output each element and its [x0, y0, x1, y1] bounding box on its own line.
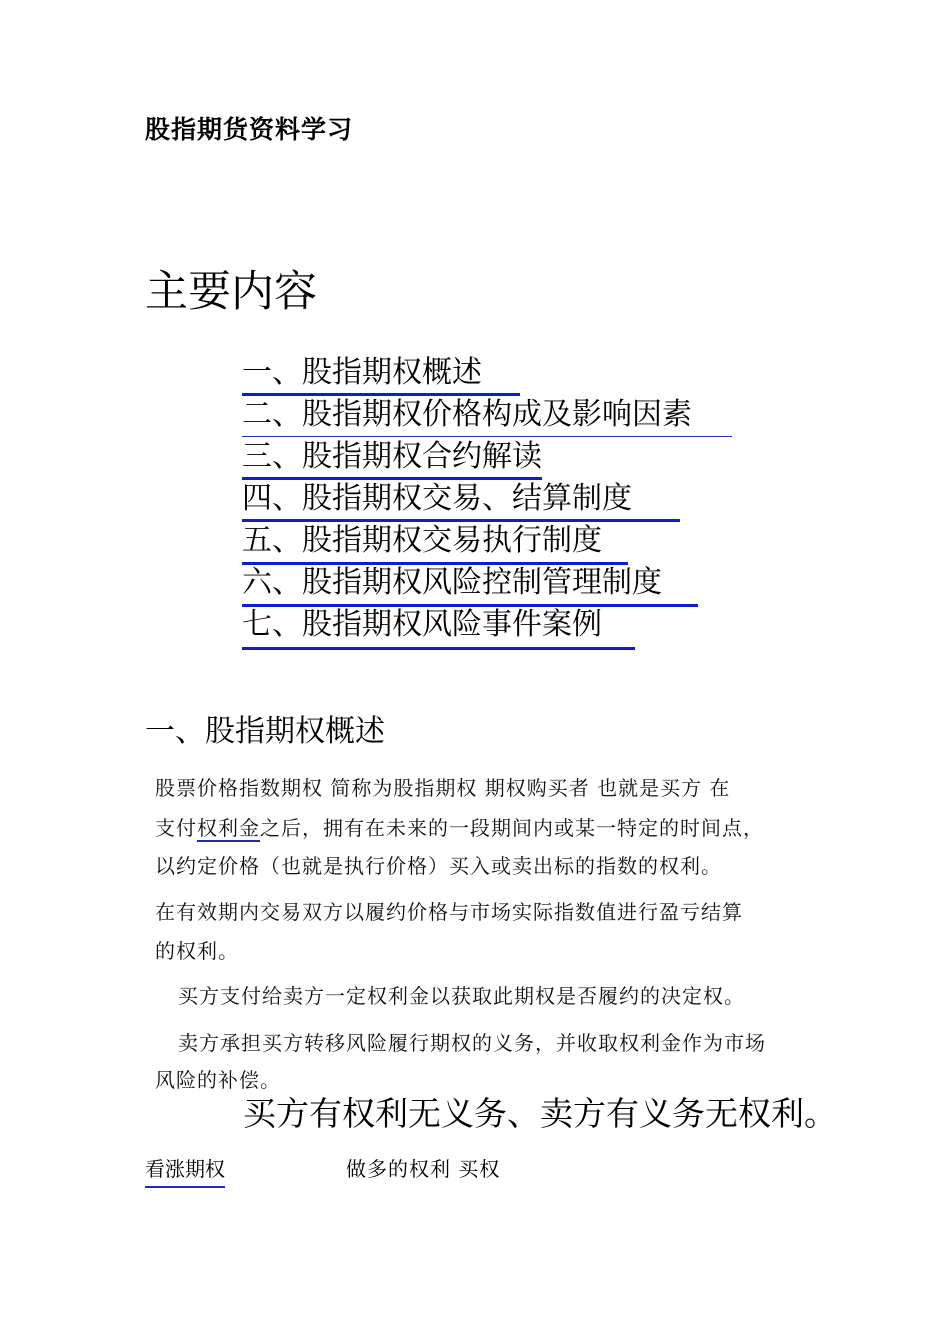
paragraph-text: 之后，拥有在未来的一段期间内或某一特定的时间点，	[260, 816, 764, 840]
toc-item[interactable]: 七、股指期权风险事件案例	[242, 607, 602, 642]
toc-item[interactable]: 二、股指期权价格构成及影响因素	[242, 397, 692, 432]
toc-underline	[242, 647, 635, 650]
paragraph-line: 买方支付给卖方一定权利金以获取此期权是否履约的决定权。	[178, 984, 745, 1008]
paragraph-line: 在有效期内交易双方以履约价格与市场实际指数值进行盈亏结算	[155, 900, 743, 924]
paragraph-line: 以约定价格（也就是执行价格）买入或卖出标的指数的权利。	[155, 854, 722, 878]
paragraph-line: 卖方承担买方转移风险履行期权的义务，并收取权利金作为市场	[178, 1031, 766, 1055]
premium-term-link[interactable]: 权利金	[197, 816, 260, 840]
call-option-link[interactable]: 看涨期权	[145, 1153, 225, 1188]
paragraph-line: 风险的补偿。	[155, 1068, 281, 1092]
section-heading: 主要内容	[145, 267, 317, 317]
paragraph-text: 支付	[155, 816, 197, 840]
toc-item[interactable]: 三、股指期权合约解读	[242, 439, 542, 474]
emphasis-statement: 买方有权利无义务、卖方有义务无权利。	[243, 1094, 837, 1133]
toc-item[interactable]: 一、股指期权概述	[242, 355, 482, 390]
call-option-description: 做多的权利 买权	[346, 1157, 501, 1181]
toc-item[interactable]: 六、股指期权风险控制管理制度	[242, 565, 662, 600]
toc-item[interactable]: 五、股指期权交易执行制度	[242, 523, 602, 558]
section-title: 一、股指期权概述	[145, 714, 385, 749]
toc-item[interactable]: 四、股指期权交易、结算制度	[242, 481, 632, 516]
document-title: 股指期货资料学习	[145, 115, 354, 144]
paragraph-line: 的权利。	[155, 939, 239, 963]
paragraph-line: 股票价格指数期权 简称为股指期权 期权购买者 也就是买方 在	[155, 776, 731, 800]
paragraph-line	[155, 812, 764, 841]
